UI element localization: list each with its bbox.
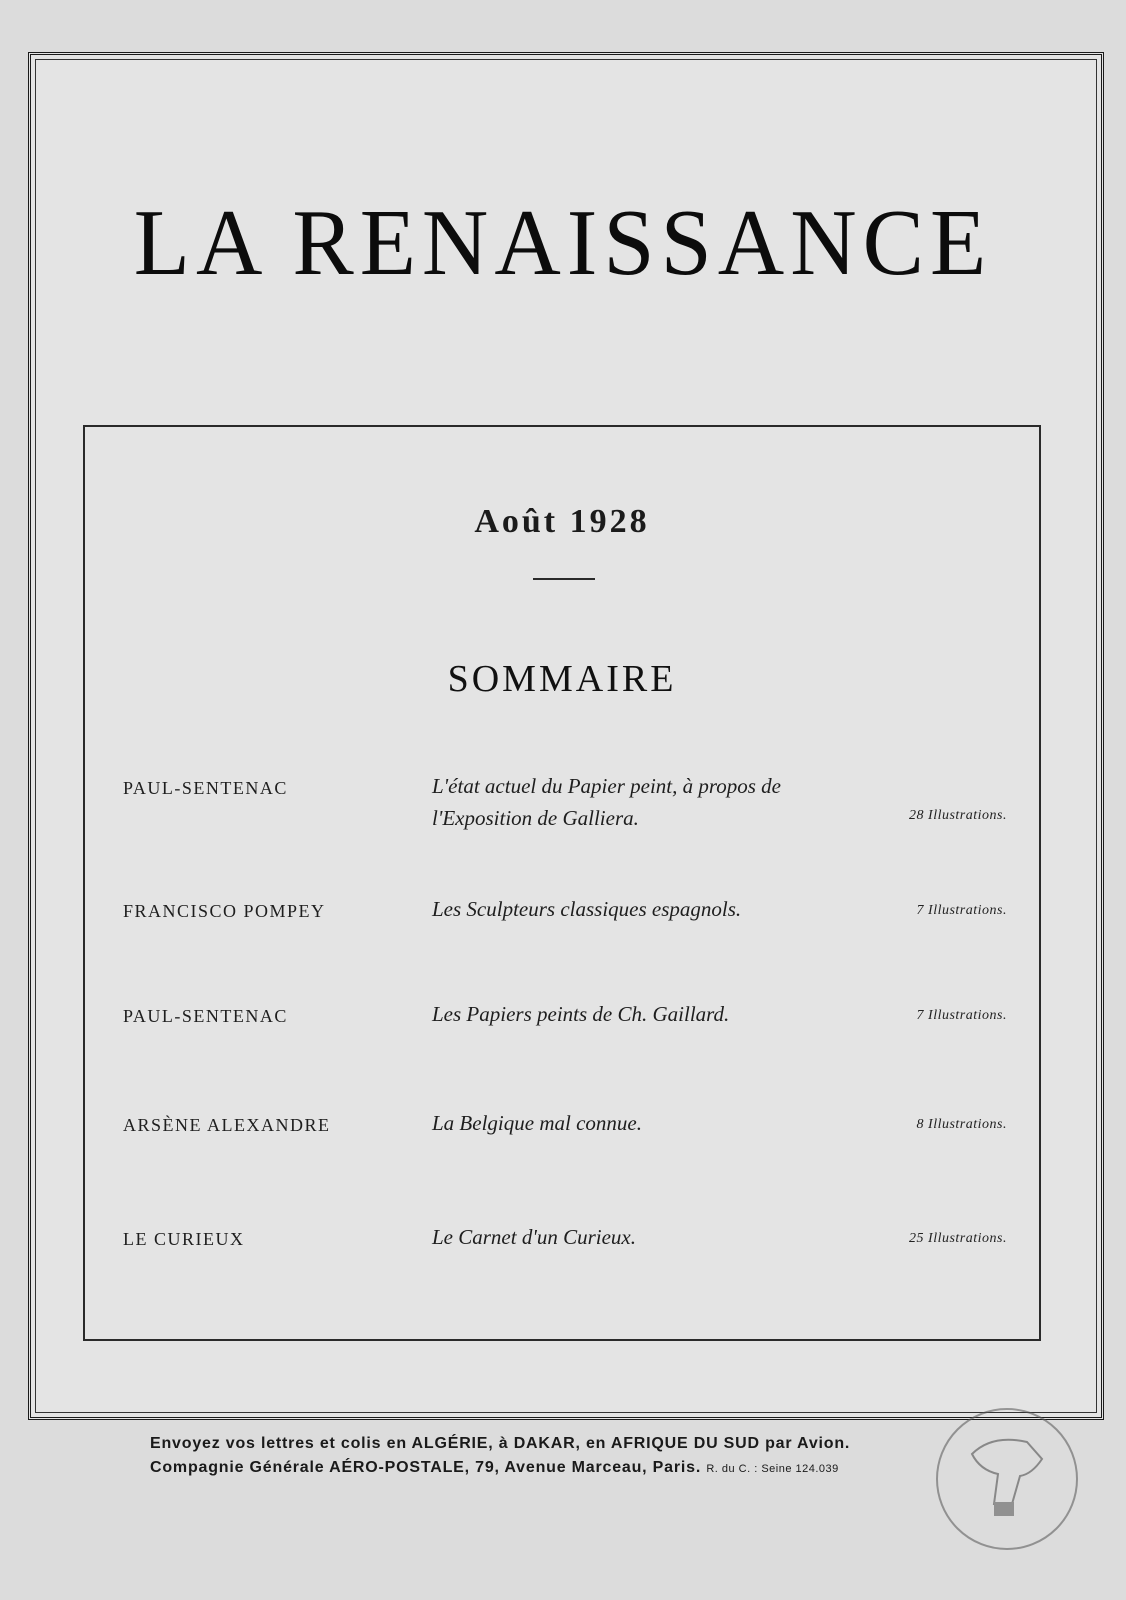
footer-line-2-text: Compagnie Générale AÉRO-POSTALE, 79, Avenue Marceau, Paris. bbox=[150, 1459, 702, 1476]
magazine-title: LA RENAISSANCE bbox=[133, 189, 993, 295]
footer-line-2 bbox=[150, 1456, 980, 1481]
toc-illustration-count: 25 Illustrations. bbox=[909, 1231, 1007, 1246]
toc-article-title: Les Sculpteurs classiques espagnols. bbox=[432, 897, 742, 921]
toc-illustration-count: 7 Illustrations. bbox=[916, 903, 1007, 918]
registration-number: R. du C. : Seine 124.039 bbox=[706, 1463, 839, 1475]
toc-author: PAUL-SENTENAC bbox=[123, 1006, 288, 1026]
toc-author: ARSÈNE ALEXANDRE bbox=[123, 1115, 331, 1135]
toc-author: PAUL-SENTENAC bbox=[123, 778, 288, 798]
toc-article-title: Le Carnet d'un Curieux. bbox=[432, 1225, 636, 1249]
toc-illustration-count: 7 Illustrations. bbox=[916, 1008, 1007, 1023]
divider-rule bbox=[533, 578, 595, 580]
toc-article-title: L'état actuel du Papier peint, à propos de l'Exposition de Galliera. bbox=[432, 774, 782, 830]
toc-author: LE CURIEUX bbox=[123, 1229, 245, 1249]
contents-box bbox=[83, 425, 1041, 1341]
toc-author: FRANCISCO POMPEY bbox=[123, 901, 326, 921]
issue-date: Août 1928 bbox=[474, 503, 650, 540]
toc-article-title: Les Papiers peints de Ch. Gaillard. bbox=[432, 1002, 730, 1026]
toc-illustration-count: 28 Illustrations. bbox=[909, 808, 1007, 823]
footer-line-1: Envoyez vos lettres et colis en ALGÉRIE, à DAKAR, en AFRIQUE DU SUD par Avion. bbox=[150, 1435, 851, 1452]
library-stamp-icon bbox=[932, 1404, 1082, 1554]
toc-illustration-count: 8 Illustrations. bbox=[916, 1117, 1007, 1132]
sommaire-heading: SOMMAIRE bbox=[447, 658, 677, 700]
toc-article-title: La Belgique mal connue. bbox=[432, 1111, 642, 1135]
footer-advertisement bbox=[150, 1432, 980, 1481]
